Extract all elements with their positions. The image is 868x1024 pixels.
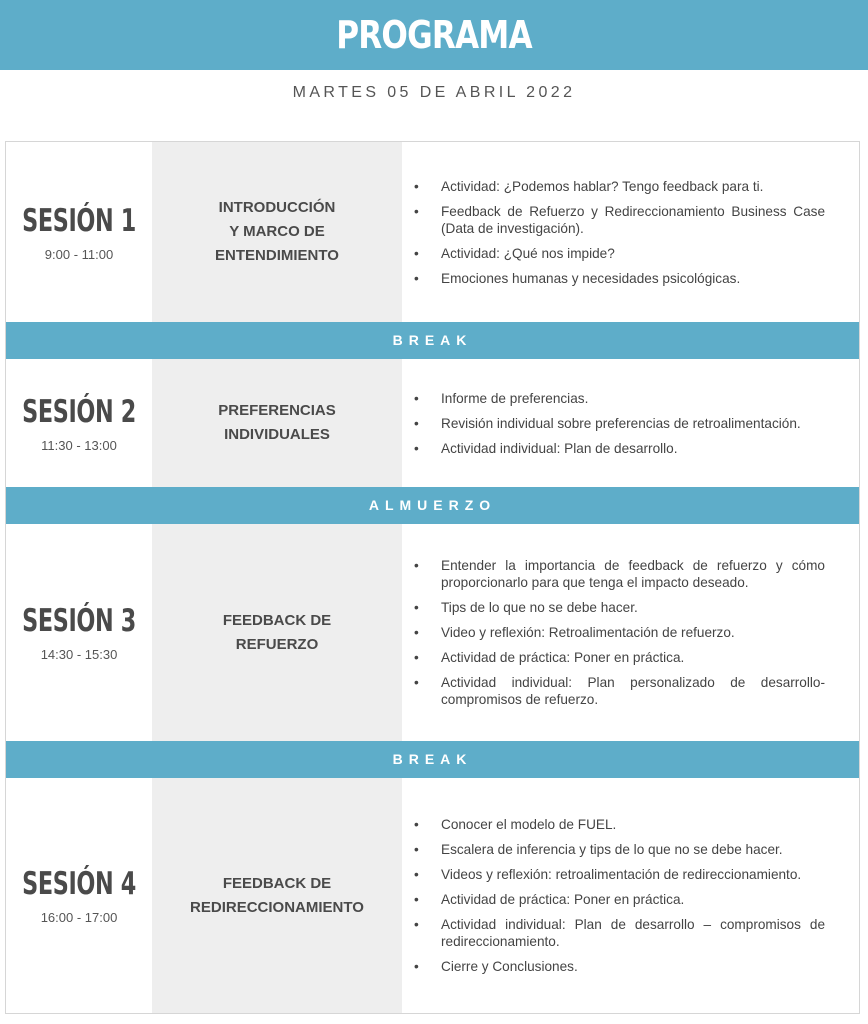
bullet-icon: • bbox=[414, 842, 419, 857]
session-title: SESIÓN 4 bbox=[22, 866, 136, 902]
list-item: • Actividad individual: Plan de desarrollo – compromisos de redireccionamiento. bbox=[414, 917, 825, 949]
break-bar: BREAK bbox=[6, 741, 859, 778]
topic-cell bbox=[152, 359, 402, 487]
bullet-icon: • bbox=[414, 650, 419, 665]
bullet-icon: • bbox=[414, 600, 419, 615]
topic-cell bbox=[152, 524, 402, 741]
bullet-icon: • bbox=[414, 245, 419, 261]
activity-cell bbox=[402, 142, 859, 322]
program-table bbox=[5, 141, 860, 1014]
break-bar: BREAK bbox=[6, 322, 859, 359]
list-item: • Emociones humanas y necesidades psicológicas. bbox=[414, 270, 741, 286]
bullet-icon: • bbox=[414, 203, 419, 219]
topic-label: INTRODUCCIÓN Y MARCO DE ENTENDIMIENTO bbox=[215, 199, 339, 264]
topic-cell bbox=[152, 778, 402, 1013]
session-cell bbox=[6, 778, 152, 1013]
session-row bbox=[6, 778, 859, 1013]
list-item: • Actividad de práctica: Poner en práctica. bbox=[414, 892, 685, 907]
bullet-icon: • bbox=[414, 440, 419, 456]
topic-label: PREFERENCIAS INDIVIDUALES bbox=[218, 402, 336, 443]
session-title: SESIÓN 3 bbox=[22, 603, 136, 639]
list-item: • Tips de lo que no se debe hacer. bbox=[414, 600, 638, 615]
activity-list bbox=[402, 557, 859, 708]
list-item: • Escalera de inferencia y tips de lo que no se debe hacer. bbox=[414, 842, 783, 857]
lunch-bar: ALMUERZO bbox=[6, 487, 859, 524]
list-item: • Revisión individual sobre preferencias de retroalimentación. bbox=[414, 415, 801, 431]
list-item: • Actividad de práctica: Poner en práctica. bbox=[414, 650, 685, 665]
session-time: 9:00 - 11:00 bbox=[44, 246, 114, 262]
session-row bbox=[6, 142, 859, 322]
list-item: • Actividad: ¿Podemos hablar? Tengo feedback para ti. bbox=[414, 178, 764, 194]
bullet-icon: • bbox=[414, 867, 419, 882]
list-item: • Conocer el modelo de FUEL. bbox=[414, 817, 617, 832]
bullet-icon: • bbox=[414, 959, 419, 974]
session-row bbox=[6, 359, 859, 487]
session-title: SESIÓN 1 bbox=[22, 202, 136, 239]
session-time: 14:30 - 15:30 bbox=[40, 647, 118, 662]
session-cell bbox=[6, 359, 152, 487]
list-item: • Actividad: ¿Qué nos impide? bbox=[414, 245, 615, 261]
session-row bbox=[6, 524, 859, 741]
list-item: • Cierre y Conclusiones. bbox=[414, 959, 578, 974]
activity-list bbox=[402, 178, 859, 287]
bullet-icon: • bbox=[414, 892, 419, 907]
header-banner bbox=[0, 0, 868, 70]
bullet-icon: • bbox=[414, 917, 419, 932]
session-time: 11:30 - 13:00 bbox=[41, 437, 117, 453]
session-cell bbox=[6, 524, 152, 741]
bullet-icon: • bbox=[414, 558, 419, 573]
bullet-icon: • bbox=[414, 675, 419, 690]
activity-list bbox=[402, 390, 859, 457]
activity-cell bbox=[402, 359, 859, 487]
bullet-icon: • bbox=[414, 178, 419, 194]
bullet-icon: • bbox=[414, 625, 419, 640]
bullet-icon: • bbox=[414, 415, 419, 431]
list-item: • Videos y reflexión: retroalimentación de redireccionamiento. bbox=[414, 867, 802, 882]
activity-cell bbox=[402, 524, 859, 741]
event-date: MARTES 05 DE ABRIL 2022 bbox=[292, 84, 576, 101]
list-item: • Actividad individual: Plan de desarrollo. bbox=[414, 440, 678, 456]
bullet-icon: • bbox=[414, 817, 419, 832]
activity-cell bbox=[402, 778, 859, 1013]
topic-label: FEEDBACK DE REDIRECCIONAMIENTO bbox=[190, 874, 364, 916]
list-item: • Actividad individual: Plan personalizado de desarrollo- compromisos de refuerzo. bbox=[414, 675, 825, 707]
topic-label: FEEDBACK DE REFUERZO bbox=[222, 611, 332, 653]
session-title: SESIÓN 2 bbox=[22, 393, 136, 430]
session-cell bbox=[6, 142, 152, 322]
list-item: • Informe de preferencias. bbox=[414, 390, 589, 406]
session-time: 16:00 - 17:00 bbox=[40, 910, 118, 925]
list-item: • Feedback de Refuerzo y Redireccionamiento Business Case (Data de investigación). bbox=[414, 203, 825, 236]
bullet-icon: • bbox=[414, 270, 419, 286]
activity-list bbox=[402, 816, 859, 975]
topic-cell bbox=[152, 142, 402, 322]
bullet-icon: • bbox=[414, 390, 419, 406]
list-item: • Video y reflexión: Retroalimentación de refuerzo. bbox=[414, 625, 735, 640]
list-item: • Entender la importancia de feedback de refuerzo y cómo proporcionarlo para que tenga el impacto deseado. bbox=[414, 558, 825, 590]
page-title: PROGRAMA bbox=[336, 13, 532, 57]
